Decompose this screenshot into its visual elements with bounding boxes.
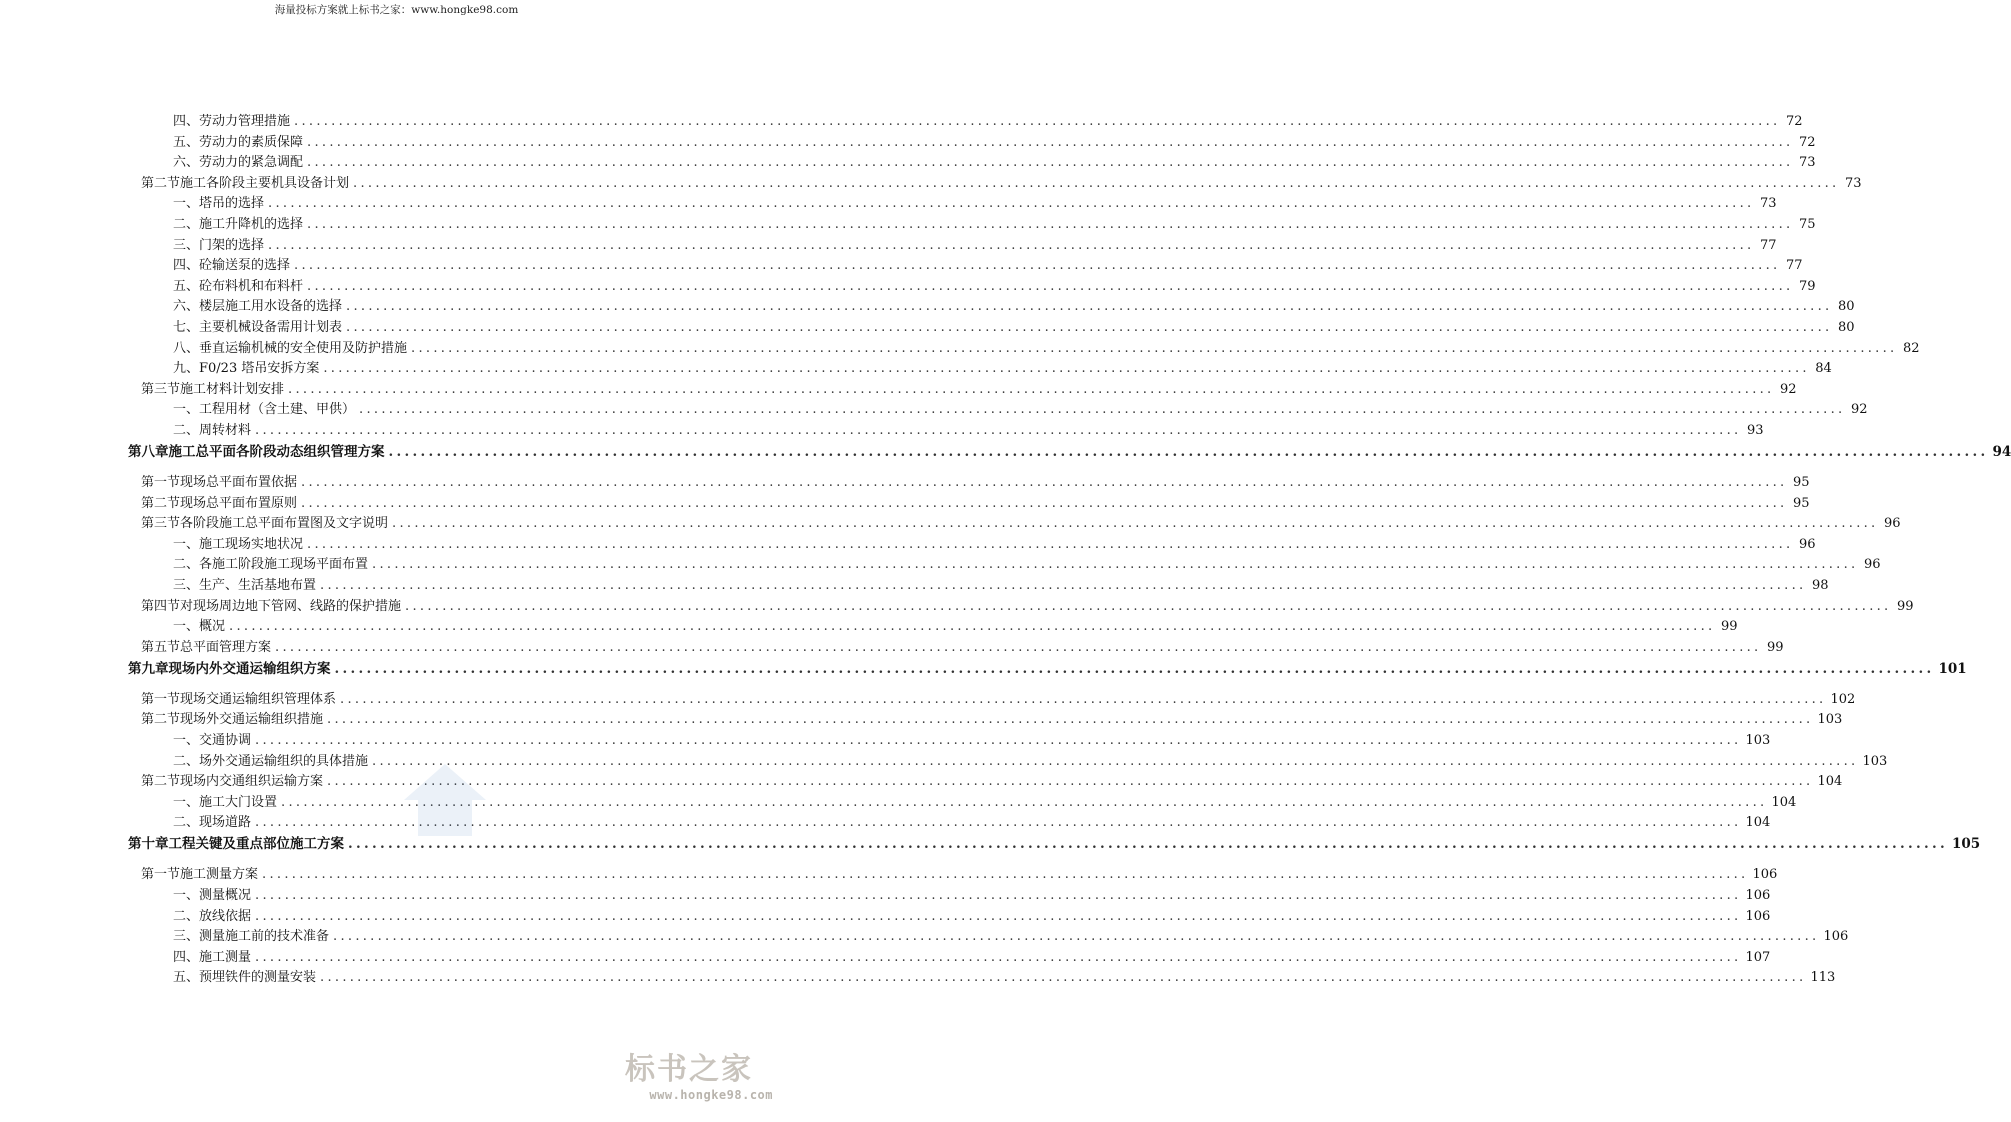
toc-entry-page: 99 <box>1766 639 1784 655</box>
toc-entry[interactable] <box>173 969 1836 987</box>
toc-entry-page: 95 <box>1792 475 1810 490</box>
toc-leader-dots: ........................................................................................................................................................................................................ <box>229 619 1716 635</box>
toc-entry-page: 73 <box>1844 175 1862 191</box>
toc-entry-title: 一、测量概况 <box>173 888 252 903</box>
toc-entry-number: 第三节 <box>141 381 181 397</box>
toc-entry[interactable] <box>141 175 1862 193</box>
toc-entry-title: 一、概况 <box>173 619 226 635</box>
toc-entry-number: 第二节 <box>141 175 181 191</box>
toc-entry-page: 106 <box>1752 867 1778 883</box>
toc-entry-title: 四、施工测量 <box>173 949 252 965</box>
toc-leader-dots: ........................................................................................................................................................................................................ <box>262 867 1749 883</box>
toc-entry[interactable] <box>173 949 1771 967</box>
toc-entry-title: 工程关键及重点部位施工方案 <box>168 836 344 853</box>
toc-entry-title: 现场总平面布置原则 <box>180 495 298 511</box>
toc-entry-page: 75 <box>1798 217 1816 232</box>
toc-leader-dots: ........................................................................................................................................................................................................ <box>255 733 1742 748</box>
toc-entry-page: 106 <box>1745 888 1771 903</box>
toc-entry[interactable] <box>173 908 1771 926</box>
toc-entry-title: 现场外交通运输组织措施 <box>180 712 324 728</box>
toc-entry-page: 106 <box>1823 929 1849 945</box>
toc-entry-title: 施工各阶段主要机具设备计划 <box>180 175 350 191</box>
toc-entry[interactable] <box>173 928 1849 946</box>
toc-leader-dots: ........................................................................................................................................................................................................ <box>255 423 1742 438</box>
toc-entry-page: 107 <box>1745 949 1771 965</box>
toc-leader-dots: ........................................................................................................................................................................................................ <box>294 258 1781 274</box>
toc-leader-dots: ........................................................................................................................................................................................................ <box>294 114 1781 129</box>
toc-leader-dots: ........................................................................................................................................................................................................ <box>255 815 1742 831</box>
toc-entry-page: 103 <box>1862 753 1888 769</box>
toc-entry[interactable] <box>141 691 1856 709</box>
toc-entry-title: 各阶段施工总平面布置图及文字说明 <box>180 516 389 532</box>
toc-leader-dots: ........................................................................................................................................................................................................ <box>353 175 1840 191</box>
toc-entry-page: 103 <box>1745 733 1771 748</box>
toc-entry-title: 三、门架的选择 <box>173 237 265 253</box>
toc-entry-title: 施工材料计划安排 <box>180 381 285 397</box>
toc-entry-page: 73 <box>1798 155 1816 171</box>
toc-entry-title: 四、劳动力管理措施 <box>173 114 291 129</box>
toc-entry[interactable] <box>141 866 1778 884</box>
toc-entry-page: 99 <box>1720 619 1738 635</box>
toc-entry-title: 九、F0/23 塔吊安拆方案 <box>173 361 320 377</box>
toc-entry-number: 第十章 <box>128 836 169 853</box>
toc-entry-title: 一、交通协调 <box>173 733 252 748</box>
toc-entry-title: 施工总平面各阶段动态组织管理方案 <box>168 444 385 460</box>
toc-leader-dots: ........................................................................................................................................................................................................ <box>268 237 1755 253</box>
toc-entry-page: 80 <box>1837 320 1855 335</box>
toc-entry-page: 103 <box>1817 712 1843 728</box>
toc-entry[interactable] <box>173 887 1771 905</box>
toc-entry-page: 104 <box>1817 774 1843 790</box>
toc-entry-number: 第一节 <box>141 475 181 490</box>
toc-entry[interactable] <box>173 278 1816 296</box>
toc-entry[interactable] <box>141 711 1843 729</box>
toc-entry[interactable] <box>141 515 1901 533</box>
toc-leader-dots: ........................................................................................................................................................................................................ <box>255 949 1742 965</box>
toc-leader-dots: ........................................................................................................................................................................................................ <box>255 888 1742 903</box>
toc-leader-dots: ........................................................................................................................................................................................................ <box>333 929 1820 945</box>
toc-entry[interactable] <box>173 134 1816 152</box>
toc-entry-page: 98 <box>1811 578 1829 593</box>
toc-entry[interactable] <box>128 660 1967 678</box>
toc-entry[interactable] <box>173 422 1764 440</box>
toc-entry-page: 92 <box>1779 381 1797 397</box>
toc-entry-page: 99 <box>1896 598 1914 614</box>
toc-leader-dots: ........................................................................................................................................................................................................ <box>346 320 1833 335</box>
toc-entry-title: 现场内交通组织运输方案 <box>180 774 324 790</box>
toc-entry[interactable] <box>173 319 1855 337</box>
toc-entry-number: 第八章 <box>128 444 169 460</box>
toc-entry-page: 84 <box>1815 361 1832 377</box>
toc-entry-number: 第三节 <box>141 516 181 532</box>
toc-entry-title: 五、劳动力的素质保障 <box>173 134 304 150</box>
toc-entry[interactable] <box>173 195 1777 213</box>
toc-entry-page: 72 <box>1785 114 1803 129</box>
toc-entry-number: 第二节 <box>141 774 181 790</box>
toc-entry-page: 77 <box>1759 237 1777 253</box>
toc-entry[interactable] <box>173 113 1803 131</box>
toc-entry-title: 四、砼输送泵的选择 <box>173 258 291 274</box>
toc-entry-title: 二、周转材料 <box>173 423 252 438</box>
toc-entry[interactable] <box>173 401 1868 419</box>
toc-entry-title: 总平面管理方案 <box>180 639 272 655</box>
toc-entry-page: 73 <box>1759 196 1777 212</box>
toc-entry-page: 96 <box>1798 536 1816 552</box>
toc-entry-title: 一、塔吊的选择 <box>173 196 265 212</box>
logo-brand-text: 标书之家 <box>625 1052 753 1087</box>
toc-entry[interactable] <box>173 536 1816 554</box>
toc-entry-title: 三、生产、生活基地布置 <box>173 578 317 593</box>
toc-entry-title: 二、施工升降机的选择 <box>173 217 304 232</box>
toc-entry[interactable] <box>173 732 1771 750</box>
toc-leader-dots: ........................................................................................................................................................................................................ <box>320 970 1807 986</box>
toc-entry-title: 现场总平面布置依据 <box>180 475 298 490</box>
toc-leader-dots: ........................................................................................................................................................................................................ <box>307 155 1794 171</box>
toc-entry-title: 六、楼层施工用水设备的选择 <box>173 299 343 315</box>
toc-entry-number: 第一节 <box>141 691 181 707</box>
toc-entry-page: 104 <box>1745 815 1771 831</box>
toc-leader-dots: ........................................................................................................................................................................................................ <box>281 794 1768 810</box>
toc-entry-title: 七、主要机械设备需用计划表 <box>173 320 343 335</box>
toc-entry-page: 96 <box>1863 557 1881 573</box>
toc-entry-page: 104 <box>1771 794 1797 810</box>
toc-entry-page: 92 <box>1850 402 1868 418</box>
toc-entry[interactable] <box>173 556 1881 574</box>
toc-leader-dots: ........................................................................................................................................................................................................ <box>388 444 1989 460</box>
toc-entry-number: 第二节 <box>141 712 181 728</box>
toc-entry[interactable] <box>173 577 1829 595</box>
toc-entry[interactable] <box>173 154 1816 172</box>
toc-leader-dots: ........................................................................................................................................................................................................ <box>275 639 1762 655</box>
toc-entry[interactable] <box>128 443 2011 461</box>
toc-entry-title: 施工测量方案 <box>180 867 259 883</box>
logo-url-text: www.hongke98.com <box>649 1088 773 1102</box>
toc-entry-title: 六、劳动力的紧急调配 <box>173 155 304 171</box>
toc-entry[interactable] <box>141 474 1810 492</box>
toc-entry[interactable] <box>173 618 1738 636</box>
toc-entry-title: 一、工程用材（含土建、甲供） <box>173 402 356 418</box>
toc-leader-dots: ........................................................................................................................................................................................................ <box>307 217 1794 232</box>
toc-entry-page: 72 <box>1798 134 1816 150</box>
toc-leader-dots: ........................................................................................................................................................................................................ <box>327 712 1814 728</box>
toc-entry-page: 93 <box>1746 423 1764 438</box>
toc-leader-dots: ........................................................................................................................................................................................................ <box>348 836 1948 853</box>
toc-leader-dots: ........................................................................................................................................................................................................ <box>301 475 1788 490</box>
toc-leader-dots: ........................................................................................................................................................................................................ <box>327 774 1814 790</box>
toc-entry-page: 77 <box>1785 258 1803 274</box>
toc-entry-title: 二、场外交通运输组织的具体措施 <box>173 753 369 769</box>
toc-entry-title: 二、各施工阶段施工现场平面布置 <box>173 557 369 573</box>
toc-entry[interactable] <box>141 381 1797 399</box>
toc-entry-page: 96 <box>1883 516 1901 532</box>
toc-entry-title: 一、施工现场实地状况 <box>173 536 304 552</box>
toc-leader-dots: ........................................................................................................................................................................................................ <box>372 557 1859 573</box>
toc-entry-page: 105 <box>1952 836 1981 853</box>
toc-entry-page: 82 <box>1902 340 1920 356</box>
toc-entry[interactable] <box>141 495 1810 513</box>
toc-entry-page: 94 <box>1992 444 2011 460</box>
toc-entry[interactable] <box>173 360 1832 378</box>
toc-entry[interactable] <box>173 298 1855 316</box>
toc-entry[interactable] <box>141 639 1784 657</box>
toc-leader-dots: ........................................................................................................................................................................................................ <box>301 495 1788 511</box>
toc-entry-title: 对现场周边地下管网、线路的保护措施 <box>180 598 402 614</box>
toc-entry[interactable] <box>173 237 1777 255</box>
toc-entry-title: 现场内外交通运输组织方案 <box>168 660 331 677</box>
toc-entry[interactable] <box>141 598 1914 616</box>
toc-entry-title: 五、预埋铁件的测量安装 <box>173 970 317 986</box>
toc-entry-page: 95 <box>1792 495 1810 511</box>
toc-entry-number: 第一节 <box>141 867 181 883</box>
toc-leader-dots: ........................................................................................................................................................................................................ <box>268 196 1755 212</box>
toc-entry[interactable] <box>173 340 1920 358</box>
toc-leader-dots: ........................................................................................................................................................................................................ <box>307 278 1794 294</box>
toc-entry-page: 80 <box>1837 299 1855 315</box>
toc-leader-dots: ........................................................................................................................................................................................................ <box>334 660 1935 677</box>
toc-leader-dots: ........................................................................................................................................................................................................ <box>320 578 1807 593</box>
watermark-icon <box>400 760 490 840</box>
toc-entry-page: 101 <box>1938 660 1967 677</box>
toc-entry-title: 八、垂直运输机械的安全使用及防护措施 <box>173 340 408 356</box>
toc-entry-page: 102 <box>1830 691 1856 707</box>
toc-entry-title: 二、放线依据 <box>173 908 252 924</box>
toc-entry-number: 第五节 <box>141 639 181 655</box>
toc-entry[interactable] <box>173 257 1803 275</box>
toc-entry-page: 79 <box>1798 278 1816 294</box>
toc-leader-dots: ........................................................................................................................................................................................................ <box>392 516 1879 532</box>
toc-leader-dots: ........................................................................................................................................................................................................ <box>255 908 1742 924</box>
toc-leader-dots: ........................................................................................................................................................................................................ <box>346 299 1833 315</box>
toc-entry-page: 106 <box>1745 908 1771 924</box>
toc-leader-dots: ........................................................................................................................................................................................................ <box>405 598 1892 614</box>
toc-entry-title: 五、砼布料机和布料杆 <box>173 278 304 294</box>
toc-leader-dots: ........................................................................................................................................................................................................ <box>372 753 1859 769</box>
toc-entry-page: 113 <box>1810 970 1836 986</box>
toc-leader-dots: ........................................................................................................................................................................................................ <box>307 536 1794 552</box>
toc-entry-title: 三、测量施工前的技术准备 <box>173 929 330 945</box>
toc-entry-title: 一、施工大门设置 <box>173 794 278 810</box>
toc-entry-title: 现场交通运输组织管理体系 <box>180 691 337 707</box>
toc-leader-dots: ........................................................................................................................................................................................................ <box>359 402 1846 418</box>
page-header: 海量投标方案就上标书之家：www.hongke98.com <box>274 4 519 16</box>
brand-logo <box>623 1044 773 1110</box>
toc-leader-dots: ........................................................................................................................................................................................................ <box>288 381 1775 397</box>
toc-entry[interactable] <box>173 216 1816 234</box>
toc-leader-dots: ........................................................................................................................................................................................................ <box>340 691 1827 707</box>
toc-leader-dots: ........................................................................................................................................................................................................ <box>411 340 1898 356</box>
toc-entry-number: 第九章 <box>128 660 169 677</box>
toc-leader-dots: ........................................................................................................................................................................................................ <box>323 361 1810 377</box>
toc-entry-number: 第二节 <box>141 495 181 511</box>
toc-leader-dots: ........................................................................................................................................................................................................ <box>307 134 1794 150</box>
toc-entry-title: 二、现场道路 <box>173 815 252 831</box>
toc-entry-number: 第四节 <box>141 598 181 614</box>
